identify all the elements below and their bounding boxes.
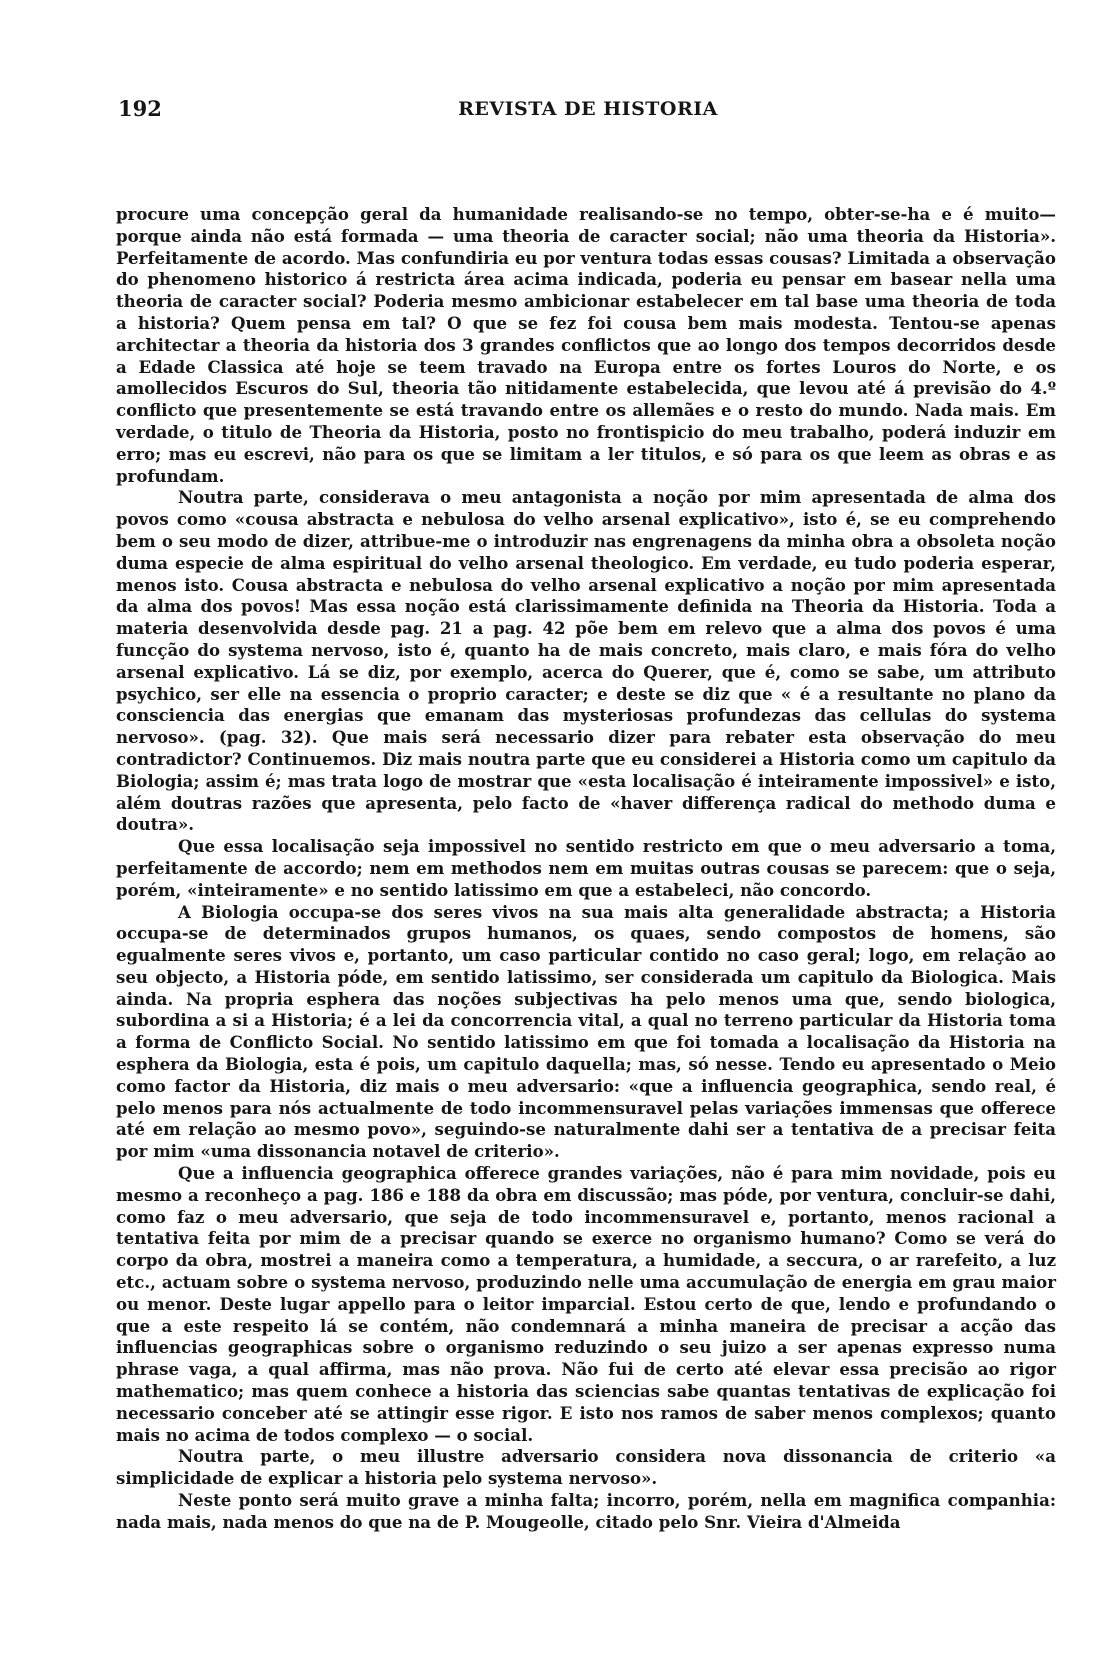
running-title: REVISTA DE HISTORIA: [458, 98, 718, 120]
paragraph-3: Que essa localisação seja impossivel no sentido restricto em que o meu adversario a toma, perfeitamente de accordo; nem em methodos nem em muitas outras cousas se parecem: que o seja, porém, «inteiramente» e no sentido latissimo em que a estabeleci, não concordo.: [116, 836, 1056, 900]
paragraph-2: Noutra parte, considerava o meu antagonista a noção por mim apresentada de alma dos povos como «cousa abstracta e nebulosa do velho arsenal explicativo», isto é, se eu comprehendo bem o seu modo de dizer, attribue-me o introduzir nas engrenagens da minha obra a obsoleta noção duma especie de alma espiritual do velho arsenal theologico. Em verdade, eu tudo poderia esperar, menos isto. Cousa abstracta e nebulosa do velho arsenal explicativo a noção por mim apresentada da alma dos povos! Mas essa noção está clarissimamente definida na Theoria da Historia. Toda a materia desenvolvida desde pag. 21 a pag. 42 põe bem em relevo que a alma dos povos é uma funcção do systema nervoso, isto é, quanto ha de mais concreto, mais claro, e mais fóra do velho arsenal explicativo. Lá se diz, por exemplo, acerca do Querer, que é, como se sabe, um attributo psychico, ser elle na essencia o proprio caracter; e deste se diz que « é a resultante no plano da consciencia das energias que emanam das mysteriosas profundezas das cellulas do systema nervoso». (pag. 32). Que mais será necessario dizer para rebater esta observação do meu contradictor? Continuemos. Diz mais noutra parte que eu considerei a Historia como um capitulo da Biologia; assim é; mas trata logo de mostrar que «esta localisação é inteiramente impossivel» e isto, além doutras razões que apresenta, pelo facto de «haver differença radical do methodo duma e doutra».: [116, 487, 1056, 835]
paragraph-4: A Biologia occupa-se dos seres vivos na sua mais alta generalidade abstracta; a Historia occupa-se de determinados grupos humanos, os quaes, sendo compostos de homens, são egualmente seres vivos e, portanto, um caso particular contido no caso geral; logo, em relação ao seu objecto, a Historia póde, em sentido latissimo, ser considerada um capitulo da Biologica. Mais ainda. Na propria esphera das noções subjectivas ha pelo menos uma que, sendo biologica, subordina a si a Historia; é a lei da concorrencia vital, a qual no terreno particular da Historia toma a forma de Conflicto Social. No sentido latissimo em que foi tomada a localisação da Historia na esphera da Biologia, esta é pois, um capitulo daquella; mas, só nesse. Tendo eu apresentado o Meio como factor da Historia, diz mais o meu adversario: «que a influencia geographica, sendo real, é pelo menos para nós actualmente de todo incommensuravel pelas variações immensas que offerece até em relação ao mesmo povo», seguindo-se naturalmente dahi ser a tentativa de a precisar feita por mim «uma dissonancia notavel de criterio».: [116, 901, 1056, 1162]
paragraph-6: Noutra parte, o meu illustre adversario considera nova dissonancia de criterio «a simplicidade de explicar a historia pelo systema nervoso».: [116, 1446, 1056, 1489]
paragraph-5: Que a influencia geographica offerece grandes variações, não é para mim novidade, pois eu mesmo a reconheço a pag. 186 e 188 da obra em discussão; mas póde, por ventura, concluir-se dahi, como faz o meu adversario, que seja de todo incommensuravel e, portanto, menos racional a tentativa feita por mim de a precisar quando se exerce no organismo humano? Como se verá do corpo da obra, mostrei a maneira como a temperatura, a humidade, a seccura, o ar rarefeito, a luz etc., actuam sobre o systema nervoso, produzindo nelle uma accumulação de energia em grau maior ou menor. Deste lugar appello para o leitor imparcial. Estou certo de que, lendo e profundando o que a este respeito lá se contém, não condemnará a minha maneira de precisar a acção das influencias geographicas sobre o organismo reduzindo o seu juizo a ser apenas expresso numa phrase vaga, a qual affirma, mas não prova. Não fui de certo até elevar essa precisão ao rigor mathematico; mas quem conhece a historia das sciencias sabe quantas tentativas de explicação foi necessario conceber até se attingir esse rigor. E isto nos ramos de saber menos complexos; quanto mais no acima de todos complexo — o social.: [116, 1163, 1056, 1445]
page-number: 192: [118, 96, 162, 121]
article-body: [116, 204, 1056, 1534]
paragraph-7: Neste ponto será muito grave a minha falta; incorro, porém, nella em magnifica companhia: nada mais, nada menos do que na de P. Mougeolle, citado pelo Snr. Vieira d'Almeida: [116, 1490, 1056, 1532]
page-header: [118, 96, 1058, 126]
paragraph-1: procure uma concepção geral da humanidade realisando-se no tempo, obter-se-ha e é muito— porque ainda não está formada — uma theoria de caracter social; não uma theoria da Historia». Perfeitamente de acordo. Mas confundiria eu por ventura todas essas cousas? Limitada a observação do phenomeno historico á restricta área acima indicada, poderia eu pensar em basear nella uma theoria de caracter social? Poderia mesmo ambicionar estabelecer em tal base uma theoria de toda a historia? Quem pensa em tal? O que se fez foi cousa bem mais modesta. Tentou-se apenas architectar a theoria da historia dos 3 grandes conflictos que ao longo dos tempos decorridos desde a Edade Classica até hoje se teem travado na Europa entre os fortes Louros do Norte, e os amollecidos Escuros do Sul, theoria tão nitidamente estabelecida, que levou até á previsão do 4.º conflicto que presentemente se está travando entre os allemães e o resto do mundo. Nada mais. Em verdade, o titulo de Theoria da Historia, posto no frontispicio do meu trabalho, poderá induzir em erro; mas eu escrevi, não para os que se limitam a ler titulos, e só para os que leem as obras e as profundam.: [116, 204, 1056, 486]
